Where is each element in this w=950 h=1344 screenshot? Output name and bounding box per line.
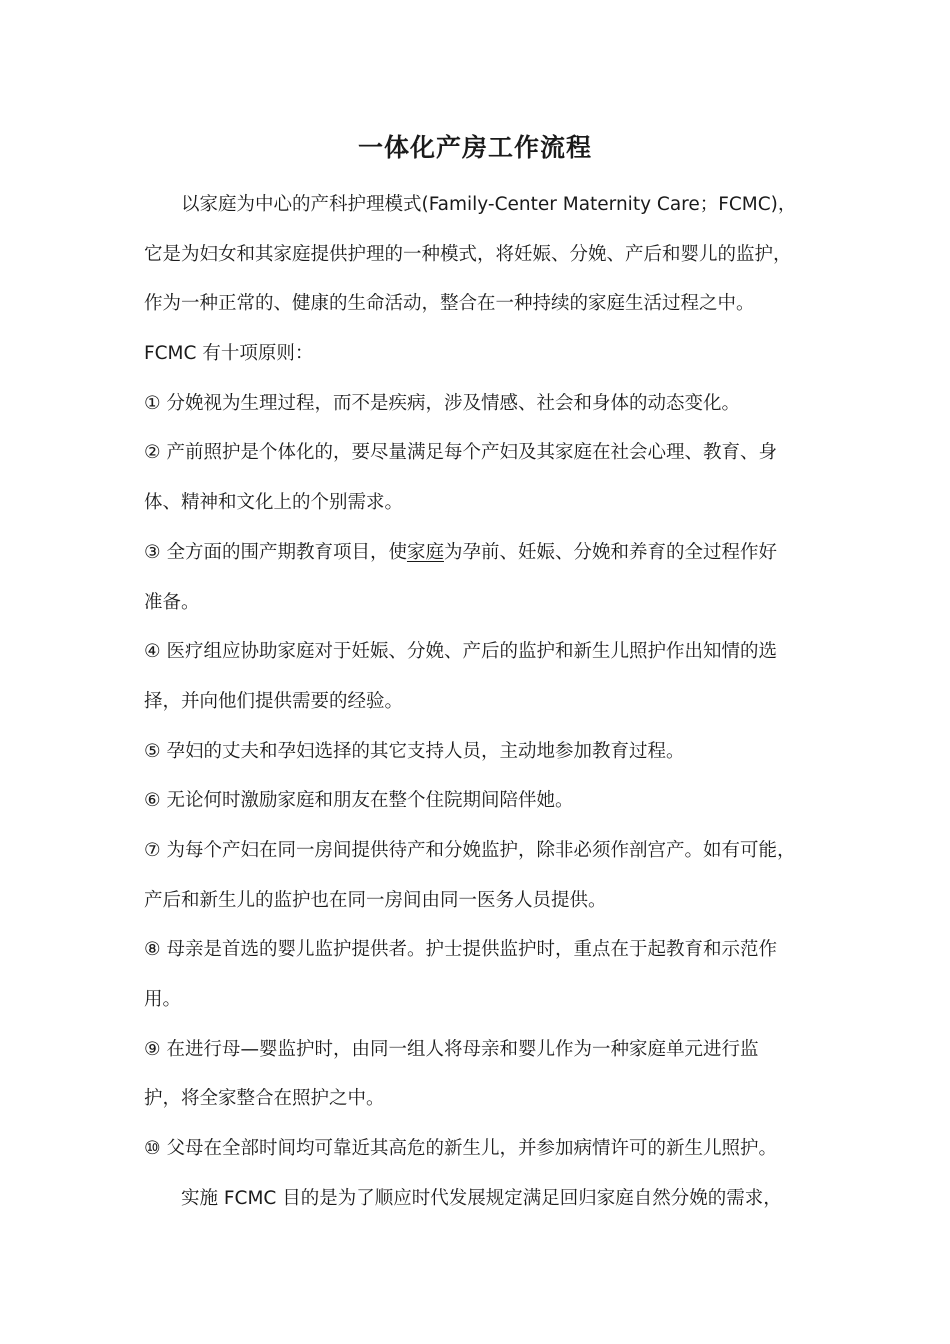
principle-7-line-1: ⑦ 为每个产妇在同一房间提供待产和分娩监护，除非必须作剖宫产。如有可能， [144,839,796,861]
principle-3-line-1 [144,528,820,578]
document-title: 一体化产房工作流程 [357,133,592,162]
principle-8-line-2: 用。 [144,989,182,1010]
document-body [144,180,820,1223]
intro-line-3: 作为一种正常的、健康的生命活动，整合在一种持续的家庭生活过程之中。 [144,293,755,315]
family-underlined-term: 家庭 [406,541,444,563]
principle-3-line-2: 准备。 [144,591,200,613]
intro-line-1: 以家庭为中心的产科护理模式(Family-Center Maternity Care；FCMC)， [181,194,797,215]
principle-4-line-2: 择，并向他们提供需要的经验。 [144,690,404,712]
principle-6: ⑥ 无论何时激励家庭和朋友在整个住院期间陪伴她。 [144,790,574,812]
principle-3-text-before: ③ 全方面的围产期教育项目，使 [144,541,407,563]
principle-2-line-1: ② 产前照护是个体化的，要尽量满足每个产妇及其家庭在社会心理、教育、身 [144,442,777,464]
principle-1: ① 分娩视为生理过程，而不是疾病，涉及情感、社会和身体的动态变化。 [144,392,740,414]
principle-2-line-2: 体、精神和文化上的个别需求。 [144,492,404,514]
principle-9-line-2: 护，将全家整合在照护之中。 [144,1088,385,1110]
principle-5: ⑤ 孕妇的丈夫和孕妇选择的其它支持人员，主动地参加教育过程。 [144,740,685,762]
principle-9-line-1: ⑨ 在进行母—婴监护时，由同一组人将母亲和婴儿作为一种家庭单元进行监 [144,1038,759,1060]
intro-line-2: 它是为妇女和其家庭提供护理的一种模式，将妊娠、分娩、产后和婴儿的监护， [144,243,792,265]
principle-8-line-1: ⑧ 母亲是首选的婴儿监护提供者。护士提供监护时，重点在于起教育和示范作 [144,939,777,961]
principle-4-line-1: ④ 医疗组应协助家庭对于妊娠、分娩、产后的监护和新生儿照护作出知情的选 [144,641,777,663]
closing-line: 实施 FCMC 目的是为了顺应时代发展规定满足回归家庭自然分娩的需求， [181,1187,782,1209]
principle-3-text-after: 为孕前、妊娠、分娩和养育的全过程作好 [443,541,777,563]
principle-10: ⑩ 父母在全部时间均可靠近其高危的新生儿，并参加病情许可的新生儿照护。 [144,1138,777,1160]
principles-heading: FCMC 有十项原则： [144,343,314,365]
principle-7-line-2: 产后和新生儿的监护也在同一房间由同一医务人员提供。 [144,889,607,911]
